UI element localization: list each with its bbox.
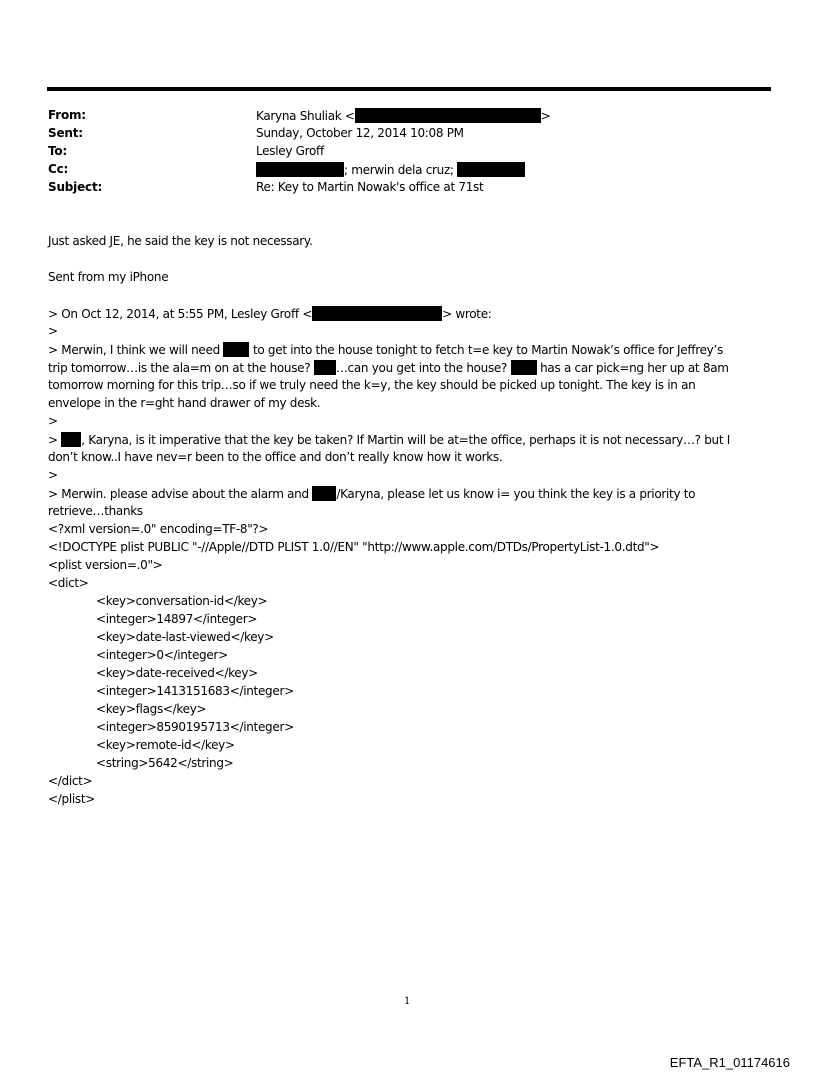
redaction-block — [256, 162, 344, 177]
cc-label: Cc: — [48, 162, 69, 176]
quote-paragraph-2-line-2: don’t know..I have nev=r been to the office and don’t really know how it works. — [48, 450, 503, 464]
reply-text: Just asked JE, he said the key is not necessary. — [48, 234, 313, 248]
plist-open-tag: <plist version=.0"> — [48, 558, 163, 572]
to-label: To: — [48, 144, 68, 158]
to-value: Lesley Groff — [256, 144, 324, 158]
redaction-block — [355, 108, 541, 123]
plist-entry: <key>date-received</key> — [96, 666, 258, 680]
redaction-block — [223, 342, 249, 357]
plist-entry: <integer>0</integer> — [96, 648, 228, 662]
quote-paragraph-1-line-3: tomorrow morning for this trip…so if we truly need the k=y, the key should be picked up tonight. The key is in an — [48, 378, 696, 392]
quote-text: has a car pick=ng her up at 8am — [540, 361, 729, 375]
quote-text: > Merwin. please advise about the alarm and — [48, 487, 309, 501]
quote-text: to get into the house tonight to fetch t=e key to Martin Nowak’s office for Jeffrey’s — [252, 343, 723, 357]
quote-paragraph-3-line-2: retrieve…thanks — [48, 504, 143, 518]
plist-entry: <key>flags</key> — [96, 702, 207, 716]
from-name: Karyna Shuliak < — [256, 109, 355, 123]
quote-text: , Karyna, is it imperative that the key be taken? If Martin will be at=the office, perhaps it is not necessary…? but I — [81, 433, 731, 447]
cc-text: ; merwin dela cruz; — [344, 163, 454, 177]
dict-close-tag: </dict> — [48, 774, 93, 788]
quote-marker: > — [48, 414, 58, 428]
plist-entry: <integer>8590195713</integer> — [96, 720, 294, 734]
redaction-block — [312, 306, 442, 321]
redaction-block — [61, 432, 81, 447]
redaction-block — [511, 360, 537, 375]
quote-paragraph-1-line-1 — [48, 342, 723, 357]
quote-text: trip tomorrow…is the ala=m on at the house? — [48, 361, 311, 375]
subject-value: Re: Key to Martin Nowak's office at 71st — [256, 180, 484, 194]
quote-text: > Merwin, I think we will need — [48, 343, 220, 357]
quote-paragraph-3-line-1 — [48, 486, 695, 501]
plist-entry: <string>5642</string> — [96, 756, 234, 770]
header-rule — [47, 87, 771, 91]
quote-paragraph-1-line-2 — [48, 360, 729, 375]
subject-label: Subject: — [48, 180, 103, 194]
plist-entry: <integer>1413151683</integer> — [96, 684, 294, 698]
plist-close-tag: </plist> — [48, 792, 95, 806]
quote-paragraph-2-line-1 — [48, 432, 730, 447]
quote-marker: > — [48, 324, 58, 338]
sent-value: Sunday, October 12, 2014 10:08 PM — [256, 126, 464, 140]
quote-paragraph-1-line-4: envelope in the r=ght hand drawer of my desk. — [48, 396, 321, 410]
quote-intro — [48, 306, 492, 321]
dict-open-tag: <dict> — [48, 576, 89, 590]
document-id: EFTA_R1_01174616 — [669, 1055, 790, 1070]
quote-text: …can you get into the house? — [335, 361, 508, 375]
redaction-block — [314, 360, 336, 375]
cc-value — [256, 162, 525, 177]
sent-label: Sent: — [48, 126, 83, 140]
page-number: 1 — [404, 996, 411, 1007]
plist-entry: <key>conversation-id</key> — [96, 594, 268, 608]
plist-doctype: <!DOCTYPE plist PUBLIC "-//Apple//DTD PLIST 1.0//EN" "http://www.apple.com/DTDs/PropertyList-1.0.dtd"> — [48, 540, 660, 554]
plist-entry: <integer>14897</integer> — [96, 612, 258, 626]
plist-xml-declaration: <?xml version=.0" encoding=TF-8"?> — [48, 522, 269, 536]
redaction-block — [312, 486, 336, 501]
plist-entry: <key>date-last-viewed</key> — [96, 630, 274, 644]
signature-text: Sent from my iPhone — [48, 270, 169, 284]
quote-intro-b: > wrote: — [442, 307, 492, 321]
from-close: > — [540, 109, 551, 123]
plist-entry: <key>remote-id</key> — [96, 738, 235, 752]
quote-marker: > — [48, 468, 58, 482]
redaction-block — [457, 162, 525, 177]
quote-intro-a: > On Oct 12, 2014, at 5:55 PM, Lesley Groff < — [48, 307, 313, 321]
quote-text: > — [48, 433, 58, 447]
from-label: From: — [48, 108, 86, 122]
from-value — [256, 108, 550, 123]
quote-text: /Karyna, please let us know i= you think the key is a priority to — [336, 487, 696, 501]
